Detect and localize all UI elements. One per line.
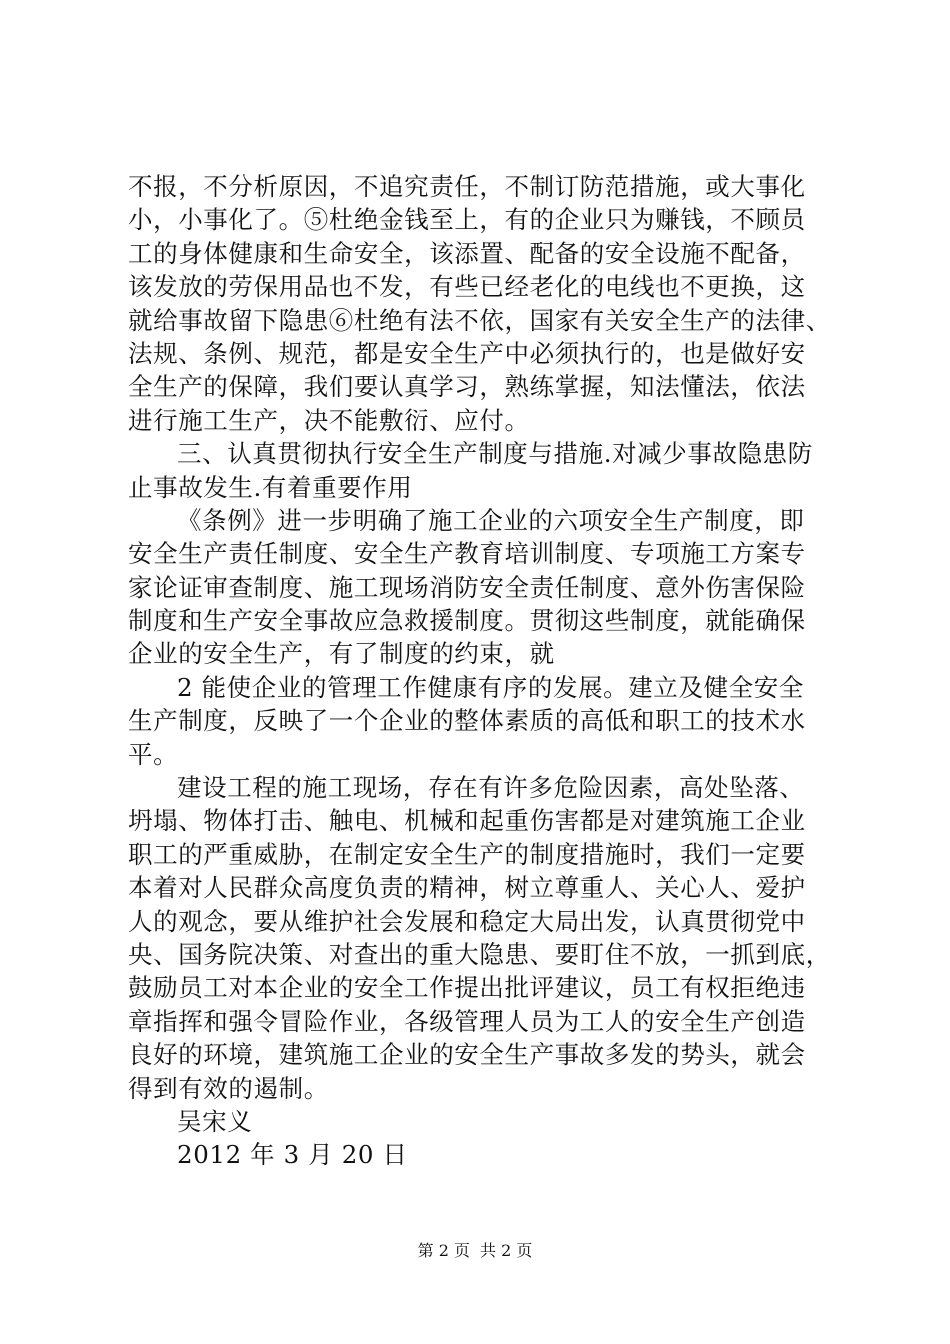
text-line: 《条例》进一步明确了施工企业的六项安全生产制度，即 [177, 505, 805, 535]
document-body [128, 170, 858, 1172]
text-line: 三、认真贯彻执行安全生产制度与措施.对减少事故隐患防 [177, 439, 813, 469]
text-line: 该发放的劳保用品也不发，有些已经老化的电线也不更换，这 [128, 272, 806, 302]
text-line: 平。 [128, 739, 179, 769]
text-line: 坍塌、物体打击、触电、机械和起重伤害都是对建筑施工企业 [128, 806, 806, 836]
text-line: 工的身体健康和生命安全，该添置、配备的安全设施不配备， [128, 238, 806, 268]
text-line: 章指挥和强令冒险作业，各级管理人员为工人的安全生产创造 [128, 1006, 806, 1036]
date-line: 2012 年 3 月 20 日 [177, 1140, 408, 1170]
text-line: 全生产的保障，我们要认真学习，熟练掌握，知法懂法，依法 [128, 372, 806, 402]
signature-line: 吴宋义 [177, 1106, 253, 1136]
text-line: 进行施工生产，决不能敷衍、应付。 [128, 405, 530, 435]
text-line: 家论证审查制度、施工现场消防安全责任制度、意外伤害保险 [128, 572, 806, 602]
text-line: 止事故发生.有着重要作用 [128, 472, 413, 502]
text-line: 生产制度，反映了一个企业的整体素质的高低和职工的技术水 [128, 706, 806, 736]
text-line: 本着对人民群众高度负责的精神，树立尊重人、关心人、爱护 [128, 873, 806, 903]
text-line: 就给事故留下隐患⑥杜绝有法不依，国家有关安全生产的法律、 [128, 305, 831, 335]
text-line: 制度和生产安全事故应急救援制度。贯彻这些制度，就能确保 [128, 606, 806, 636]
text-line: 人的观念，要从维护社会发展和稳定大局出发，认真贯彻党中 [128, 906, 806, 936]
page-footer [0, 1240, 950, 1262]
text-line: 不报，不分析原因，不追究责任，不制订防范措施，或大事化 [128, 172, 806, 201]
text-line: 2 能使企业的管理工作健康有序的发展。建立及健全安全 [177, 672, 804, 702]
text-line: 鼓励员工对本企业的安全工作提出批评建议，员工有权拒绝违 [128, 973, 806, 1003]
text-line: 法规、条例、规范，都是安全生产中必须执行的，也是做好安 [128, 338, 806, 368]
page-number-current: 第 2 页 [417, 1241, 470, 1260]
page-number-total: 共 2 页 [480, 1241, 533, 1260]
text-line: 得到有效的遏制。 [128, 1073, 329, 1103]
text-line: 小，小事化了。⑤杜绝金钱至上，有的企业只为赚钱，不顾员 [128, 205, 806, 235]
text-line: 职工的严重威胁，在制定安全生产的制度措施时，我们一定要 [128, 839, 806, 869]
text-line: 央、国务院决策、对查出的重大隐患、要盯住不放，一抓到底， [128, 939, 831, 969]
text-line: 建设工程的施工现场，存在有许多危险因素，高处坠落、 [177, 773, 805, 803]
text-line: 安全生产责任制度、安全生产教育培训制度、专项施工方案专 [128, 539, 806, 569]
text-line: 良好的环境，建筑施工企业的安全生产事故多发的势头，就会 [128, 1040, 806, 1070]
text-line: 企业的安全生产，有了制度的约束，就 [128, 639, 555, 669]
